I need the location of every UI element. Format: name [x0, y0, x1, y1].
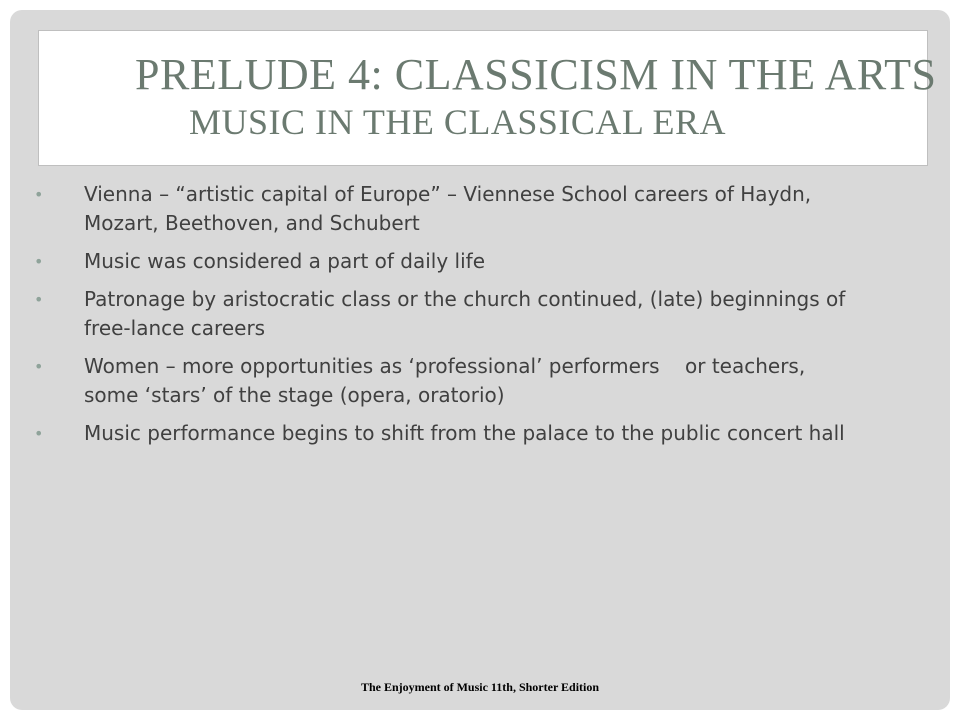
- bullet-icon: •: [34, 185, 44, 204]
- bullet-text: Women – more opportunities as ‘professional’ performers or teachers, some ‘stars’ of the stage (opera, oratorio): [84, 354, 818, 407]
- slide: [10, 10, 950, 710]
- bullet-icon: •: [34, 252, 44, 271]
- slide-subtitle: MUSIC IN THE CLASSICAL ERA: [189, 102, 727, 142]
- bullet-item: [34, 247, 864, 276]
- title-box: [38, 30, 937, 166]
- bullet-item: [34, 352, 864, 410]
- bullet-item: [34, 419, 864, 448]
- bullet-text: Music was considered a part of daily life: [84, 249, 486, 273]
- bullet-icon: •: [34, 424, 44, 443]
- slide-title: PRELUDE 4: CLASSICISM IN THE ARTS: [135, 50, 937, 99]
- bullet-text: Vienna – “artistic capital of Europe” – Viennese School careers of Haydn, Mozart, Beethoven, and Schubert: [84, 182, 812, 235]
- bullet-text: Music performance begins to shift from the palace to the public concert hall: [84, 421, 845, 445]
- bullet-icon: •: [34, 357, 44, 376]
- bullet-icon: •: [34, 290, 44, 309]
- bullet-list: [34, 180, 864, 457]
- bullet-item: [34, 285, 864, 343]
- bullet-item: [34, 180, 864, 238]
- footer-text: The Enjoyment of Music 11th, Shorter Edition: [360, 680, 600, 694]
- bullet-text: Patronage by aristocratic class or the church continued, (late) beginnings of free-lance careers: [84, 287, 846, 340]
